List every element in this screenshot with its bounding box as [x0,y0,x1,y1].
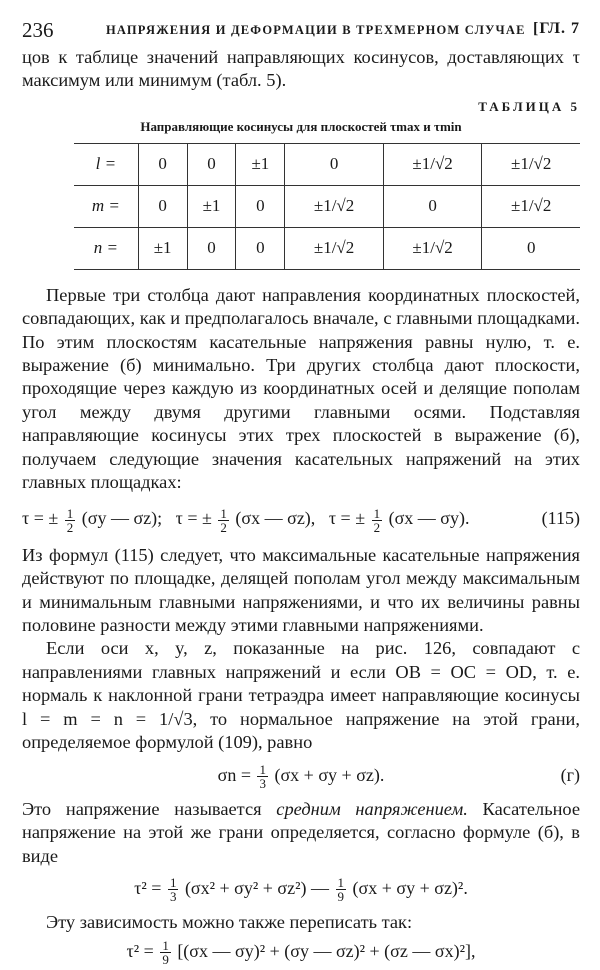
eq-part: τ = ± [328,508,366,529]
chapter-label: [ГЛ. 7 [532,20,580,37]
table-cell: ±1 [187,185,236,227]
table-cell: ±1/√2 [285,185,384,227]
eq-part: (σx² + σy² + σz²) — [184,878,330,899]
intro-text: цов к таблице значений направляющих косинусов, доставляющих τ максимум или минимум (табл. 5). [22,47,580,91]
page [22,18,580,970]
table-cell: ±1/√2 [383,227,482,269]
running-title: НАПРЯЖЕНИЯ И ДЕФОРМАЦИИ В ТРЕХМЕРНОМ СЛУЧАЕ [106,23,526,37]
direction-cosines-table [74,143,580,270]
table-cell: ±1/√2 [285,227,384,269]
table-cell: ±1/√2 [482,143,580,185]
paragraph-mean-stress: Это напряжение называется средним напряжением. Касательное напряжение на этой же грани определяется, согласно формуле (б), в виде [22,798,581,866]
table-cell: l = [74,143,138,185]
paragraph-rewrite: Эту зависимость можно также переписать так: [46,912,413,933]
eq-part: (σx — σy). [388,508,470,529]
eq-part: (σx — σz), [235,508,316,529]
eq-part: τ² = [126,940,154,961]
half-fraction: $\frac{1}{2}$ [373,505,381,535]
table-cell: ±1/√2 [383,143,482,185]
table-cell: n = [74,227,138,269]
eq-part: (σx + σy + σz)². [352,878,468,899]
half-fraction: $\frac{1}{2}$ [66,505,74,535]
table-cell: 0 [236,227,285,269]
eq-part: τ² = [134,878,162,899]
table-cell: 0 [187,143,236,185]
table-cell: ±1 [236,143,285,185]
table-label: ТАБЛИЦА 5 [478,98,580,114]
eq-part: (σy — σz); [81,508,163,529]
table-cell: m = [74,185,138,227]
table-cell: 0 [138,143,187,185]
table-row [74,143,580,185]
table-cell: ±1/√2 [482,185,580,227]
table-cell: 0 [383,185,482,227]
eq-part: τ = ± [175,508,212,529]
paragraph-axes: Если оси x, y, z, показанные на рис. 126, совпадают с направлениями главных напряжений и если OB = OC = OD, т. е. нормаль к наклонной грани тетраэдра имеет направляющие косинусы l = m = n = 1/√3, то нормальное напряжение на этой грани, определяемое формулой (109), равно [22,638,580,753]
equation-tau-squared-alt [22,939,580,966]
table-cell: 0 [138,185,187,227]
equation-number: (115) [541,508,580,529]
table-cell: 0 [482,227,580,269]
paragraph-columns-explanation: Первые три столбца дают направления координатных плоскостей, совпадающих, как и предполагалось вначале, с главными площадками. По этим плоскостям касательные напряжения равны нулю, т. е. выражение (б) минимально. Три других столбца дают плоскости, проходящие через каждую из координатных осей и делящие пополам угол между двумя другими главными осями. Подставляя направляющие косинусы этих трех плоскостей в выражение (б), получаем следующие значения касательных напряжений на этих главных площадках: [22,284,580,493]
table-cell: ±1 [138,227,187,269]
third-fraction: $\frac{1}{3}$ [259,761,266,791]
term-mean-stress: средним напряжением. [276,798,468,819]
table-row [74,185,580,227]
equation-tau-squared [22,876,580,903]
equation-115 [22,506,580,533]
eq-part: σn = [217,764,251,785]
eq-part: τ = ± [22,508,59,529]
table-cell: 0 [285,143,384,185]
page-number: 236 [22,18,54,42]
table-row [74,227,580,269]
table-cell: 0 [187,227,236,269]
half-fraction: $\frac{1}{2}$ [220,505,227,535]
table-cell: 0 [236,185,285,227]
eq-part: [(σx — σy)² + (σy — σz)² + (σz — σx)²], [177,940,476,961]
ninth-fraction: $\frac{1}{9}$ [337,875,345,905]
table-caption: Направляющие косинусы для плоскостей τmax и τmin [140,118,462,134]
paragraph-max-shear: Из формул (115) следует, что максимальные касательные напряжения действуют по площадке, делящей пополам угол между максимальным и минимальным главными напряжениями, и что их величины равны половине разности между этими главными напряжениями. [22,544,580,636]
equation-number: (г) [560,764,580,785]
ninth-fraction: $\frac{1}{9}$ [162,938,169,968]
equation-g [22,763,580,790]
third-fraction: $\frac{1}{3}$ [169,875,177,905]
running-header [22,18,580,46]
eq-part: (σx + σy + σz). [274,764,385,785]
